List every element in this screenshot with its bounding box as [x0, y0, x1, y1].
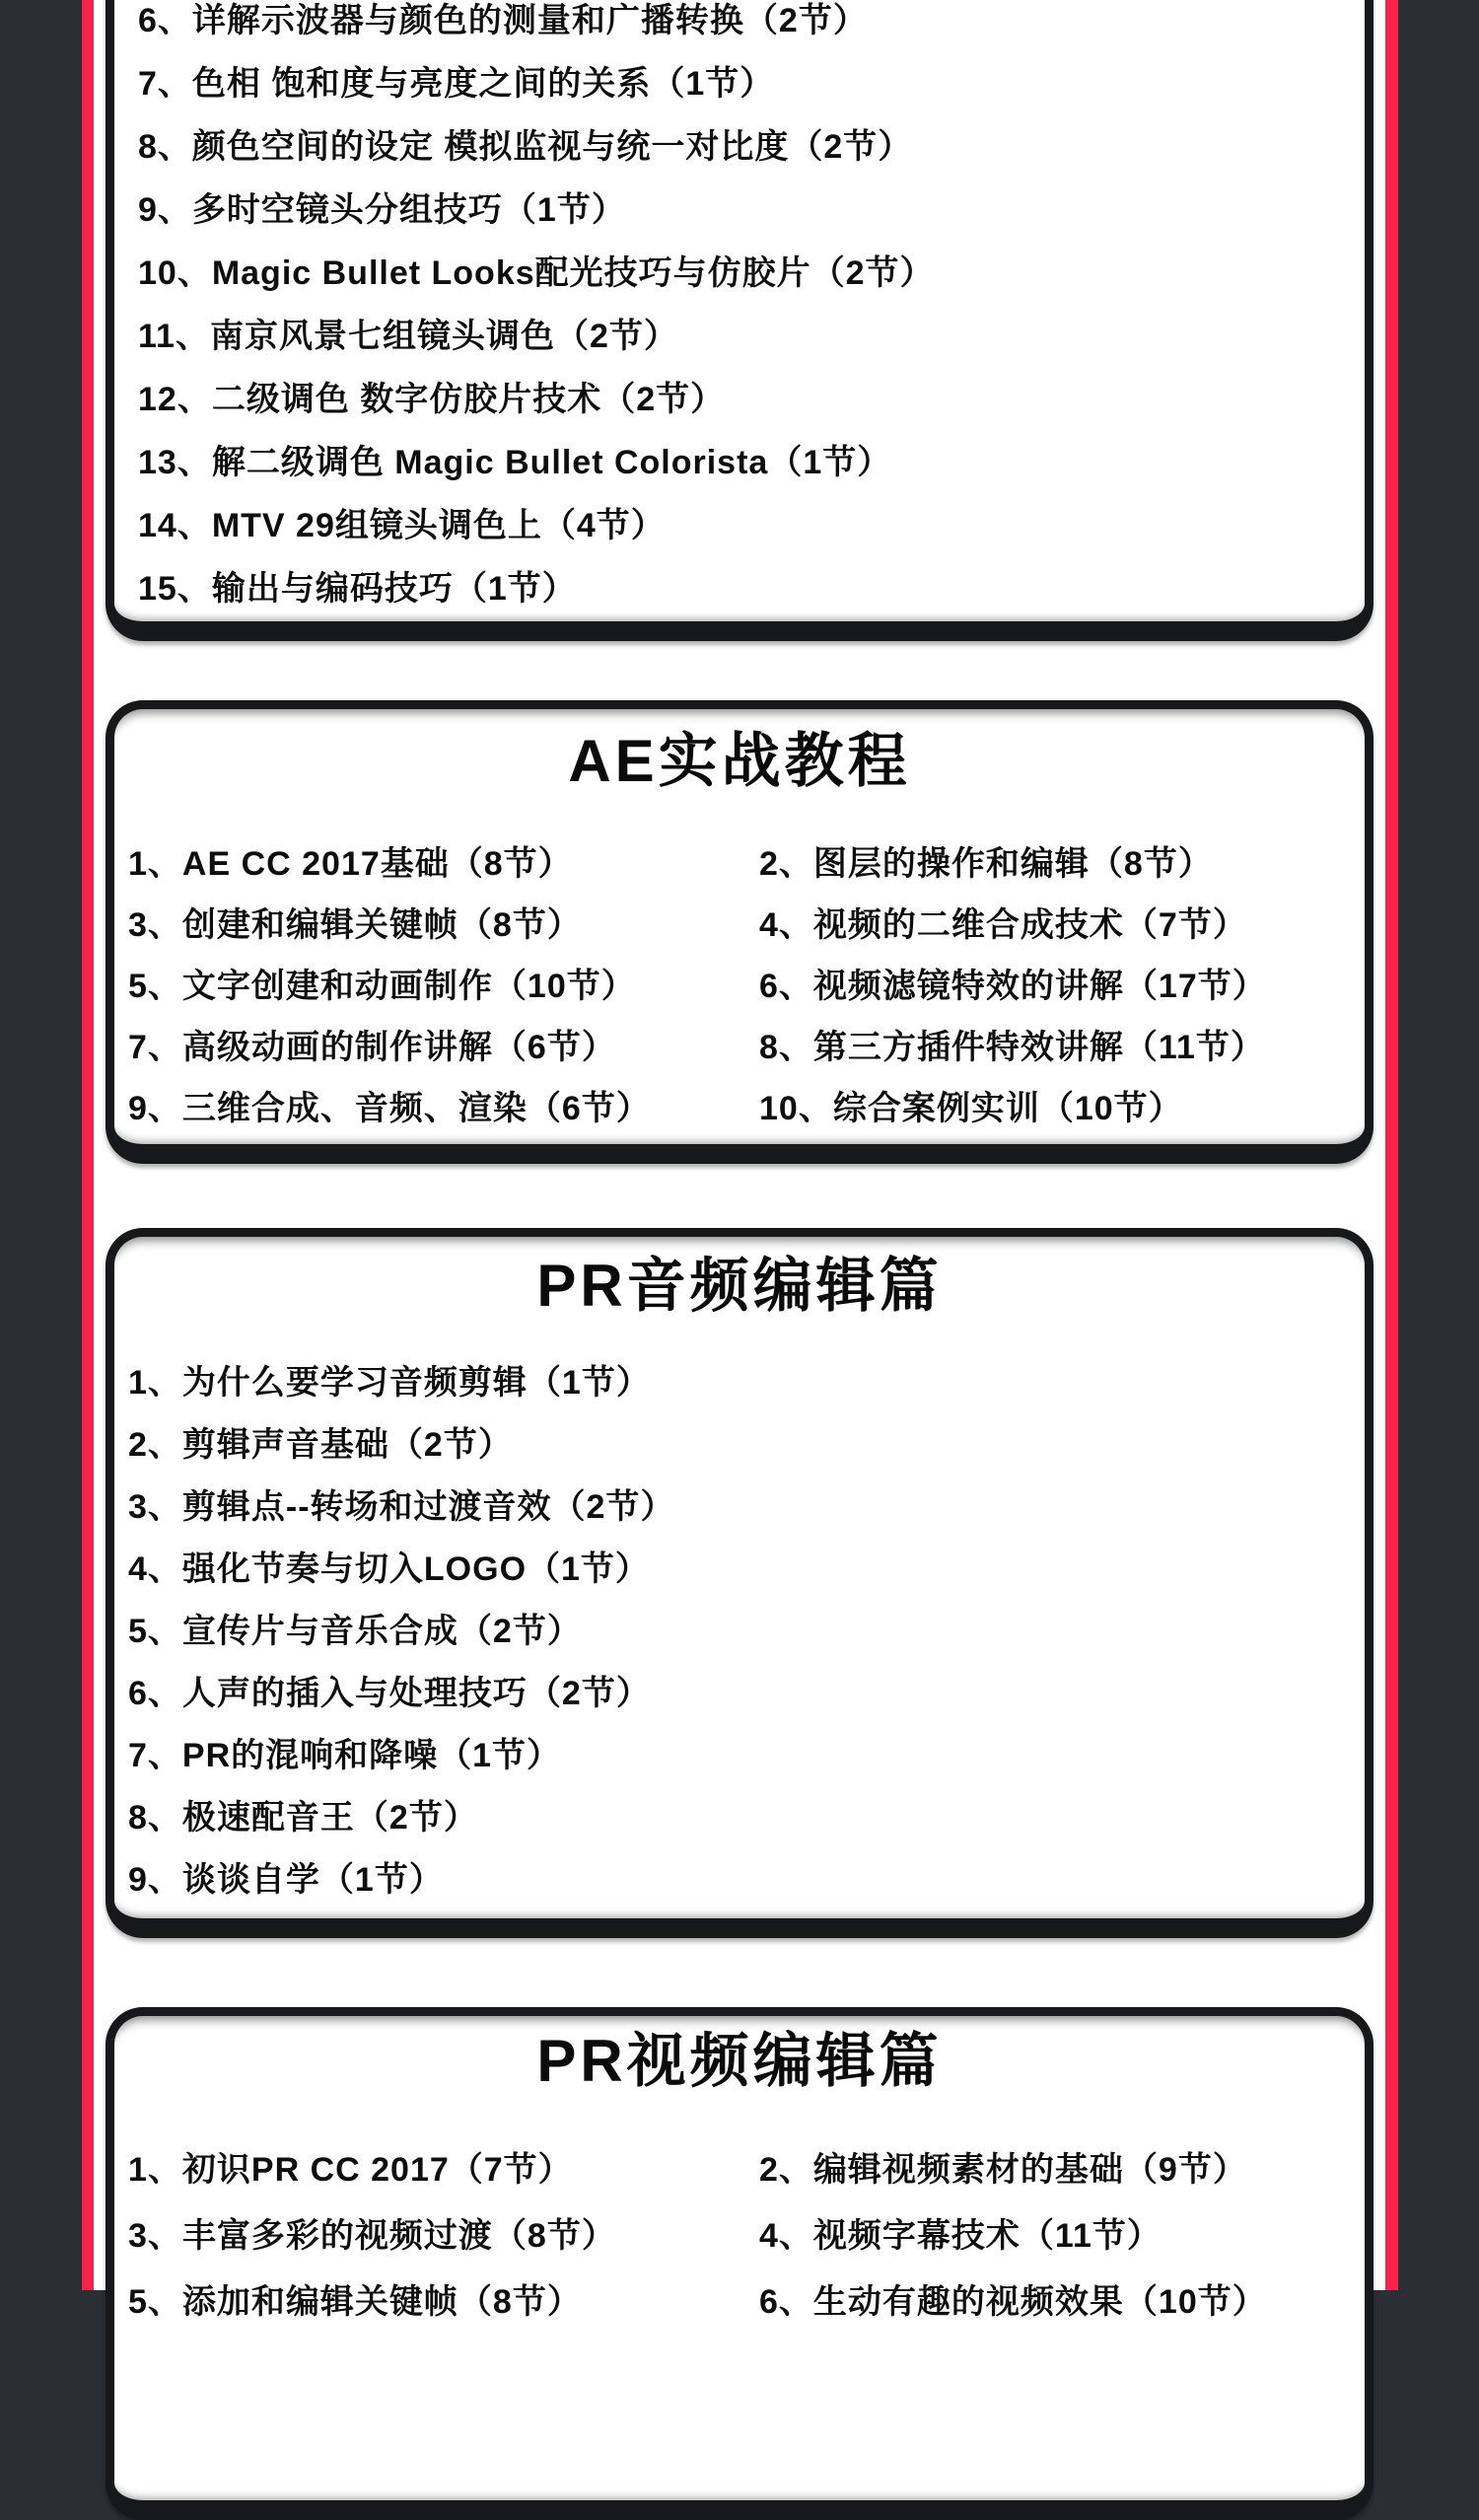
course-item: 3、剪辑点--转场和过渡音效（2节） [128, 1488, 675, 1526]
course-item-list [114, 2137, 1365, 2336]
course-item: 4、强化节奏与切入LOGO（1节） [128, 1550, 650, 1588]
course-item: 8、颜色空间的设定 模拟监视与统一对比度（2节） [138, 128, 913, 166]
course-card-ae [106, 700, 1373, 1164]
course-item: 8、第三方插件特效讲解（11节） [759, 1029, 1265, 1066]
course-item: 14、MTV 29组镜头调色上（4节） [138, 507, 666, 544]
course-item-list [124, 0, 1355, 620]
course-item-list [114, 833, 1365, 1139]
course-item: 6、生动有趣的视频效果（10节） [759, 2283, 1267, 2321]
course-item: 7、高级动画的制作讲解（6节） [128, 1029, 616, 1066]
content-strip [82, 0, 1398, 2321]
course-item: 8、极速配音王（2节） [128, 1799, 478, 1836]
course-item: 7、色相 饱和度与亮度之间的关系（1节） [138, 65, 775, 103]
course-item: 10、综合案例实训（10节） [759, 1090, 1183, 1127]
course-item: 1、AE CC 2017基础（8节） [128, 845, 573, 883]
course-item: 9、三维合成、音频、渲染（6节） [128, 1090, 651, 1127]
card-title-pr-audio: PR音频编辑篇 [536, 1253, 943, 1319]
course-item: 2、剪辑声音基础（2节） [128, 1426, 513, 1464]
card-title-pr-video: PR视频编辑篇 [536, 2028, 943, 2094]
course-item: 7、PR的混响和降噪（1节） [128, 1737, 562, 1774]
course-card-pr-video [106, 2007, 1373, 2520]
course-item: 2、图层的操作和编辑（8节） [759, 845, 1213, 883]
course-item: 11、南京风景七组镜头调色（2节） [138, 318, 678, 355]
course-item: 6、视频滤镜特效的讲解（17节） [759, 968, 1267, 1005]
course-card-color-grading [106, 0, 1373, 641]
course-item: 9、多时空镜头分组技巧（1节） [138, 191, 626, 229]
course-item: 5、文字创建和动画制作（10节） [128, 968, 636, 1005]
course-item: 9、谈谈自学（1节） [128, 1861, 444, 1899]
course-item: 6、人声的插入与处理技巧（2节） [128, 1675, 651, 1712]
course-item: 1、为什么要学习音频剪辑（1节） [128, 1364, 651, 1402]
course-item: 1、初识PR CC 2017（7节） [128, 2151, 573, 2189]
course-item: 3、丰富多彩的视频过渡（8节） [128, 2217, 616, 2255]
course-item: 4、视频的二维合成技术（7节） [759, 906, 1247, 944]
course-card-pr-audio [106, 1228, 1373, 1938]
course-item-list [114, 1352, 1365, 1911]
course-item: 6、详解示波器与颜色的测量和广播转换（2节） [138, 2, 868, 39]
card-title-ae: AE实战教程 [568, 728, 911, 794]
course-item: 13、解二级调色 Magic Bullet Colorista（1节） [138, 444, 892, 481]
course-item: 2、编辑视频素材的基础（9节） [759, 2151, 1247, 2189]
course-item: 12、二级调色 数字仿胶片技术（2节） [138, 381, 726, 418]
course-item: 10、Magic Bullet Looks配光技巧与仿胶片（2节） [138, 254, 935, 292]
course-item: 4、视频字幕技术（11节） [759, 2217, 1162, 2255]
course-item: 5、宣传片与音乐合成（2节） [128, 1613, 582, 1650]
course-item: 5、添加和编辑关键帧（8节） [128, 2283, 582, 2321]
course-item: 3、创建和编辑关键帧（8节） [128, 906, 582, 944]
course-item: 15、输出与编码技巧（1节） [138, 570, 577, 608]
